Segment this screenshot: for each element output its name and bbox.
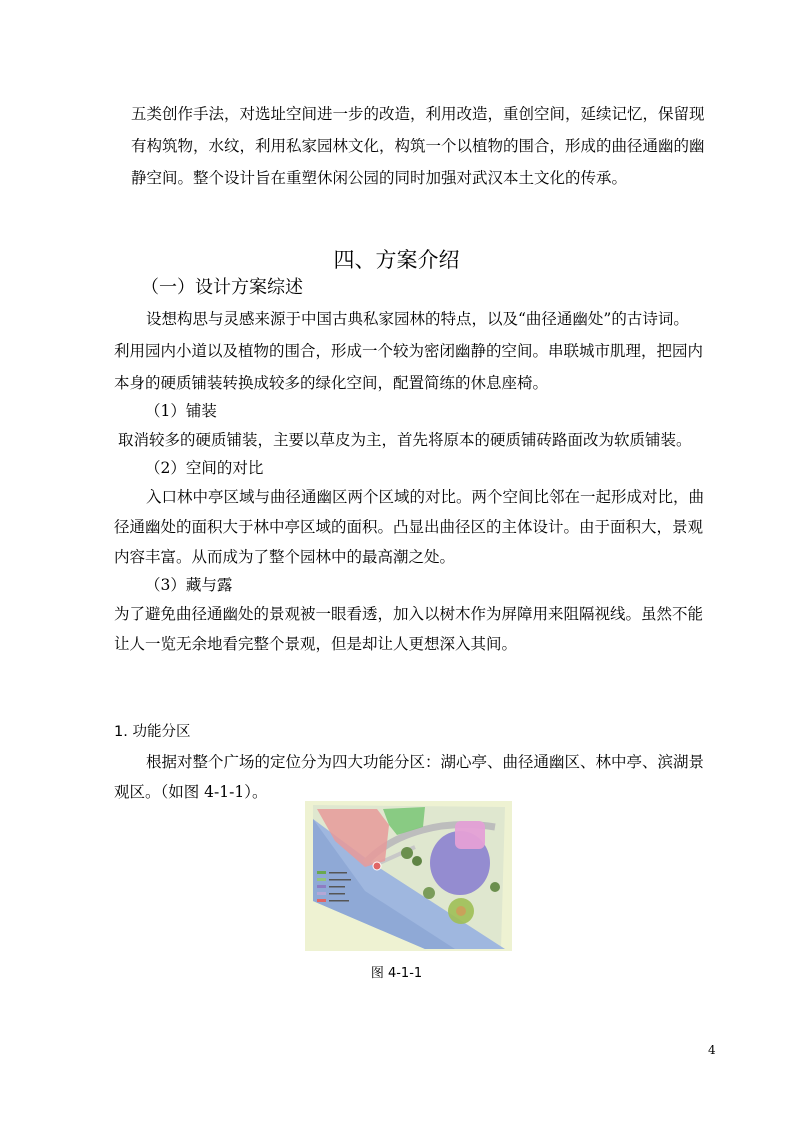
item3-title: （3）藏与露 [145, 576, 233, 594]
item2-line-2: 径通幽处的面积大于林中亭区域的面积。凸显出曲径区的主体设计。由于面积大，景观 [114, 518, 704, 536]
tree-cluster [490, 882, 500, 892]
item3-line-2: 让人一览无余地看完整个景观，但是却让人更想深入其间。 [114, 635, 518, 653]
intro-line-3: 静空间。整个设计旨在重塑休闲公园的同时加强对武汉本土文化的传承。 [131, 169, 628, 187]
legend-text-line [329, 872, 347, 874]
item2-line-3: 内容丰富。从而成为了整个园林中的最高潮之处。 [114, 548, 456, 566]
function-zone-line-2: 观区。（如图 4-1-1）。 [114, 783, 268, 801]
intro-line-2: 有构筑物，水纹，利用私家园林文化，构筑一个以植物的围合，形成的曲径通幽的幽 [131, 137, 705, 155]
pavilion-roof [456, 906, 466, 916]
overview-line-1: 设想构思与灵感来源于中国古典私家园林的特点，以及“曲径通幽处”的古诗词。 [146, 310, 689, 328]
legend-swatch [317, 892, 326, 895]
legend-text-line [329, 886, 345, 888]
legend-swatch [317, 899, 326, 902]
site-plan-figure [305, 801, 512, 951]
item1-line-1: 取消较多的硬质铺装，主要以草皮为主，首先将原本的硬质铺砖路面改为软质铺装。 [118, 431, 692, 449]
legend-swatch [317, 871, 326, 874]
tree-cluster [401, 847, 413, 859]
item1-title: （1）铺装 [145, 402, 217, 420]
legend-swatch [317, 885, 326, 888]
function-zone-line-1: 根据对整个广场的定位分为四大功能分区：湖心亭、曲径通幽区、林中亭、滨湖景 [146, 753, 705, 771]
legend-text-line [329, 900, 349, 902]
tree-cluster [423, 887, 435, 899]
item2-line-1: 入口林中亭区域与曲径通幽区两个区域的对比。两个空间比邻在一起形成对比，曲 [146, 488, 705, 506]
intro-line-1: 五类创作手法，对选址空间进一步的改造，利用改造，重创空间，延续记忆，保留现 [131, 105, 705, 123]
item2-title: （2）空间的对比 [145, 459, 264, 477]
entrance-pavilion [373, 862, 381, 870]
figure-caption: 图 4-1-1 [370, 966, 423, 981]
section-title: 四、方案介绍 [333, 248, 460, 272]
function-zone-title: 1. 功能分区 [114, 724, 191, 740]
zone-pink [455, 821, 485, 849]
page-number: 4 [708, 1043, 716, 1057]
legend-text-line [329, 879, 351, 881]
item3-line-1: 为了避免曲径通幽处的景观被一眼看透，加入以树木作为屏障用来阻隔视线。虽然不能 [114, 605, 704, 623]
site-plan-map [305, 801, 512, 951]
subsection-title: （一）设计方案综述 [141, 277, 303, 298]
legend-text-line [329, 893, 345, 895]
overview-line-3: 本身的硬质铺装转换成较多的绿化空间，配置简练的休息座椅。 [114, 374, 549, 392]
overview-line-2: 利用园内小道以及植物的围合，形成一个较为密闭幽静的空间。串联城市肌理，把园内 [114, 342, 704, 360]
tree-cluster [412, 856, 422, 866]
legend-swatch [317, 878, 326, 881]
